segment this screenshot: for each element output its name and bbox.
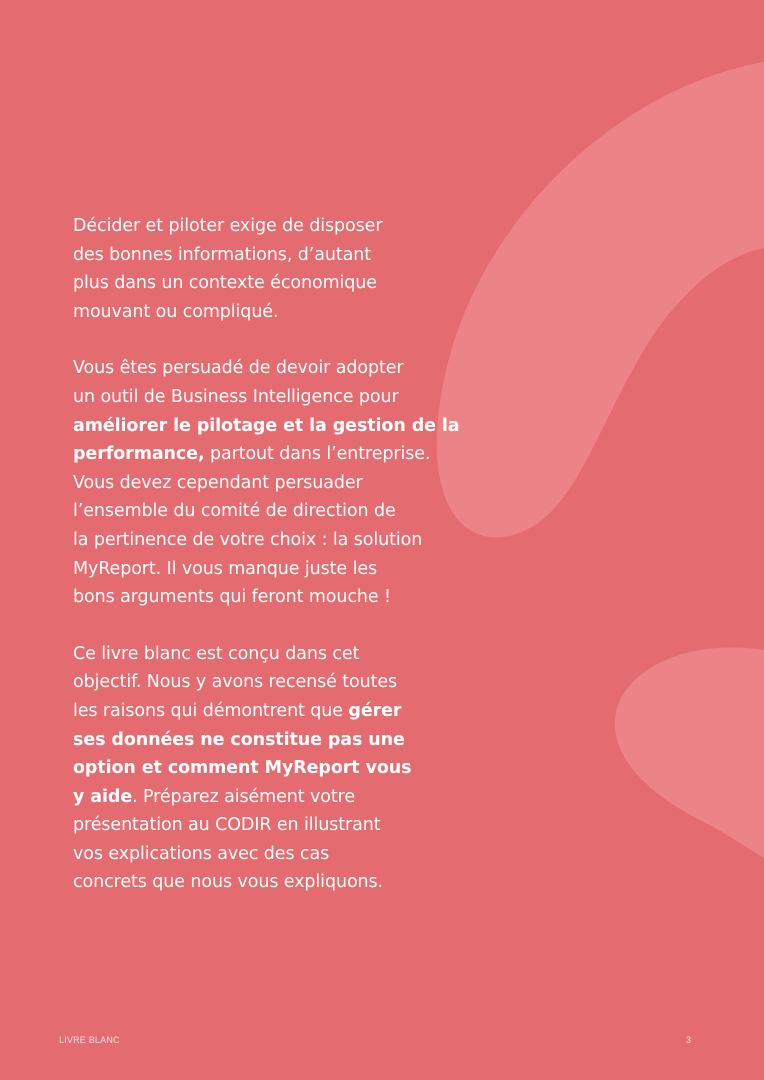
- text-segment: concrets que nous vous expliquons.: [73, 872, 384, 893]
- paragraph-2: [73, 354, 503, 611]
- text-segment: MyReport. Il vous manque juste les: [73, 558, 378, 579]
- bold-text-segment: option et comment MyReport vous: [73, 758, 412, 779]
- bold-text-segment: gérer: [348, 700, 402, 721]
- text-line: [73, 526, 503, 555]
- text-line: [73, 440, 503, 469]
- text-segment: objectif. Nous y avons recensé toutes: [73, 672, 398, 693]
- text-segment: des bonnes informations, d’autant: [73, 244, 371, 265]
- text-line: [73, 469, 503, 498]
- text-segment: vos explications avec des cas: [73, 843, 330, 864]
- text-segment: Décider et piloter exige de disposer: [73, 216, 383, 236]
- bold-text-segment: performance,: [73, 444, 205, 465]
- decorative-blob-shape: [615, 647, 764, 858]
- text-line: [73, 754, 503, 783]
- text-line: [73, 383, 503, 412]
- bold-text-segment: ses données ne constitue pas une: [73, 729, 405, 750]
- text-line: [73, 811, 503, 840]
- text-line: [73, 640, 503, 669]
- text-line: [73, 668, 503, 697]
- body-text: [73, 212, 503, 925]
- text-segment: . Préparez aisément votre: [132, 786, 356, 807]
- text-segment: bons arguments qui feront mouche !: [73, 587, 391, 608]
- text-segment: partout dans l’entreprise.: [204, 444, 431, 465]
- text-segment: présentation au CODIR en illustrant: [73, 815, 381, 836]
- text-segment: plus dans un contexte économique: [73, 273, 377, 294]
- text-segment: les raisons qui démontrent que: [73, 700, 349, 721]
- footer-label: LIVRE BLANC: [59, 1035, 120, 1045]
- text-segment: la pertinence de votre choix : la solution: [73, 529, 423, 550]
- bold-text-segment: améliorer le pilotage et la gestion de la: [73, 415, 460, 436]
- text-segment: mouvant ou compliqué.: [73, 301, 279, 322]
- text-line: [73, 269, 503, 298]
- text-line: [73, 497, 503, 526]
- text-line: [73, 783, 503, 812]
- text-line: [73, 241, 503, 270]
- text-line: [73, 555, 503, 584]
- paragraph-3: [73, 640, 503, 897]
- text-line: [73, 868, 503, 897]
- text-line: [73, 840, 503, 869]
- text-segment: Ce livre blanc est conçu dans cet: [73, 643, 360, 664]
- paragraph-1: [73, 212, 503, 326]
- text-segment: un outil de Business Intelligence pour: [73, 386, 399, 407]
- text-segment: l’ensemble du comité de direction de: [73, 501, 396, 522]
- page-number: 3: [685, 1035, 691, 1045]
- text-line: [73, 212, 503, 241]
- text-line: [73, 583, 503, 612]
- text-line: [73, 726, 503, 755]
- text-line: [73, 354, 503, 383]
- text-segment: Vous êtes persuadé de devoir adopter: [73, 358, 404, 379]
- text-line: [73, 298, 503, 327]
- text-line: [73, 412, 503, 441]
- text-line: [73, 697, 503, 726]
- bold-text-segment: y aide: [73, 786, 133, 807]
- text-segment: Vous devez cependant persuader: [73, 472, 363, 493]
